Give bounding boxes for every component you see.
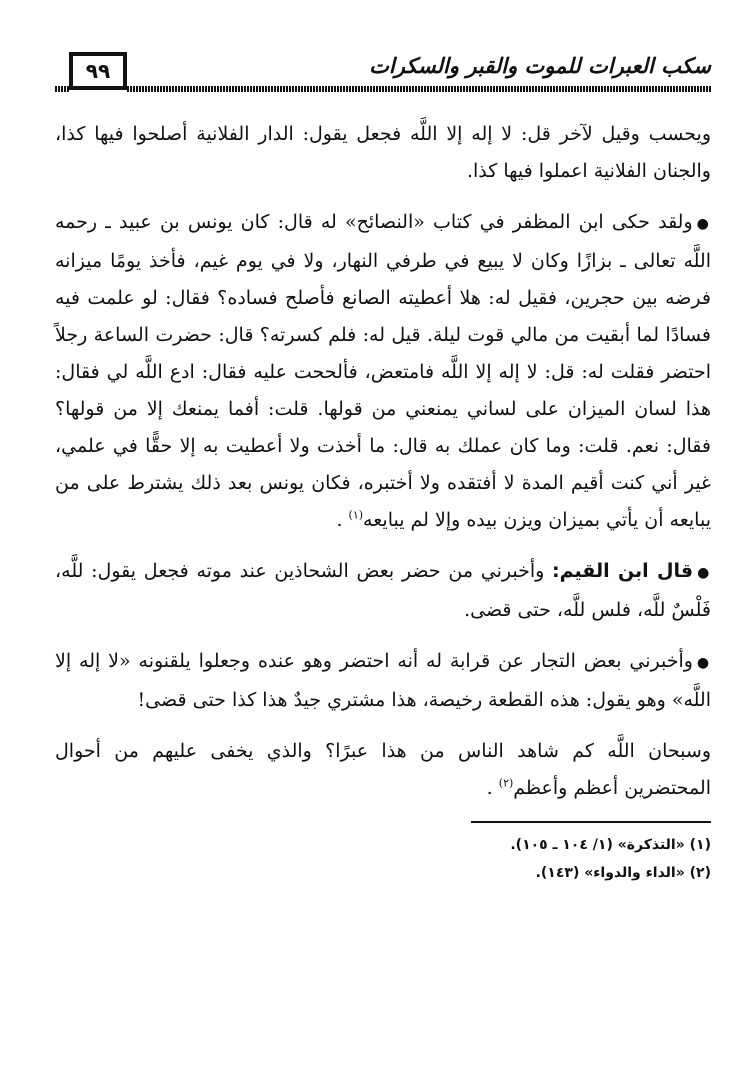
paragraph-text: ويحسب وقيل لآخر قل: لا إله إلا اللَّه فجعل يقول: الدار الفلانية أصلحوا فيها كذا، والجنان الفلانية اعملوا فيها كذا. bbox=[55, 123, 711, 182]
paragraph-text: وسبحان اللَّه كم شاهد الناس من هذا عبرًا؟ والذي يخفى عليهم من أحوال المحتضرين أعظم وأعظم bbox=[55, 740, 711, 799]
page-header bbox=[55, 48, 711, 102]
bullet-icon: ● bbox=[697, 565, 711, 581]
page-body bbox=[55, 116, 711, 887]
footnote-ref: (١) bbox=[348, 508, 364, 522]
book-page bbox=[55, 48, 711, 1008]
footnote-ref: (٢) bbox=[498, 776, 514, 790]
book-title: سكب العبرات للموت والقبر والسكرات bbox=[369, 54, 711, 78]
paragraph-text: وأخبرني بعض التجار عن قرابة له أنه احتضر وهو عنده وجعلوا يلقنونه «لا إله إلا اللَّه» وهو يقول: هذه القطعة رخيصة، هذا مشتري جيدٌ هذا كذا حتى قضى! bbox=[55, 650, 711, 711]
footnote-divider bbox=[471, 821, 711, 823]
footnote-2: (٢) «الداء والدواء» (١٤٣). bbox=[535, 865, 711, 881]
footnote-1: (١) «التذكرة» (١/ ١٠٤ ـ ١٠٥). bbox=[510, 837, 711, 853]
header-rule-left bbox=[55, 86, 69, 92]
header-rule bbox=[127, 86, 711, 92]
paragraph-3 bbox=[55, 553, 711, 629]
paragraph-text: ولقد حكى ابن المظفر في كتاب «النصائح» له قال: كان يونس بن عبيد ـ رحمه اللَّه تعالى ـ بزازًا وكان لا يبيع في طرفي النهار، ولا في يوم غيم، فأخذ يومًا ميزانه فرضه بين حجرين، فقيل له: هلا أعطيته الصانع فأصلح فساده؟ فقال: لو علمت فيه فسادًا لما أبقيت من مالي قوت ليلة. قيل له: فلم كسرته؟ قال: حضرت الساعة رجلاً احتضر فقلت له: قل: لا إله إلا اللَّه فامتعض، فألححت عليه فقال: ادع اللَّه لي فقال: هذا لسان الميزان على لساني يمنعني من قولها. قلت: أفما يمنعك إلا من قولها؟ فقال: نعم. قلت: وما كان عملك به قال: ما أخذت ولا أعطيت به إلا حقًّا في علمي، غير أني كنت أقيم المدة لا أفتقده ولا أختبره، فكان يونس بعد ذلك يشترط على من يبايعه أن يأتي بميزان ويزن بيده وإلا لم يبايعه bbox=[55, 211, 711, 531]
bullet-icon: ● bbox=[696, 655, 711, 671]
paragraph-1 bbox=[55, 116, 711, 190]
page-number: ٩٩ bbox=[69, 52, 127, 90]
paragraph-4 bbox=[55, 643, 711, 719]
paragraph-text: وأخبرني من حضر بعض الشحاذين عند موته فجعل يقول: للَّه، فَلْسٌ للَّه، فلس للَّه، حتى قضى. bbox=[55, 560, 711, 621]
paragraph-lead: قال ابن القيم: bbox=[552, 560, 694, 582]
paragraph-2: ●ولقد حكى ابن المظفر في كتاب «النصائح» له قال: كان يونس بن عبيد ـ رحمه اللَّه تعالى ـ بزازًا وكان لا يبيع في طرفي النهار، ولا في يوم غيم، فأخذ يومًا ميزانه فرضه بين حجرين، فقيل له: هلا أعطيته الصانع فأصلح فساده؟ فقال: لو علمت فيه فسادًا لما أبقيت من مالي قوت ليلة. قيل له: فلم كسرته؟ قال: حضرت الساعة رجلاً احتضر فقلت له: قل: لا إله إلا اللَّه فامتعض، فألححت عليه فقال: ادع اللَّه لي فقال: هذا لسان الميزان على لساني يمنعني من قولها. قلت: أفما يمنعك إلا من قولها؟ فقال: نعم. قلت: وما كان عملك به قال: ما أخذت ولا أعطيت به إلا حقًّا في علمي، غير أني كنت أقيم المدة لا أفتقده ولا أختبره، فكان يونس بعد ذلك يشترط على من يبايعه أن يأتي بميزان ويزن بيده وإلا لم يبايعه$^{(١)}$ . bbox=[55, 211, 712, 531]
paragraph-5: وسبحان اللَّه كم شاهد الناس من هذا عبرًا؟ والذي يخفى عليهم من أحوال المحتضرين أعظم وأعظم$^{(٢)}$ . bbox=[55, 740, 711, 799]
bullet-icon: ● bbox=[696, 216, 712, 232]
